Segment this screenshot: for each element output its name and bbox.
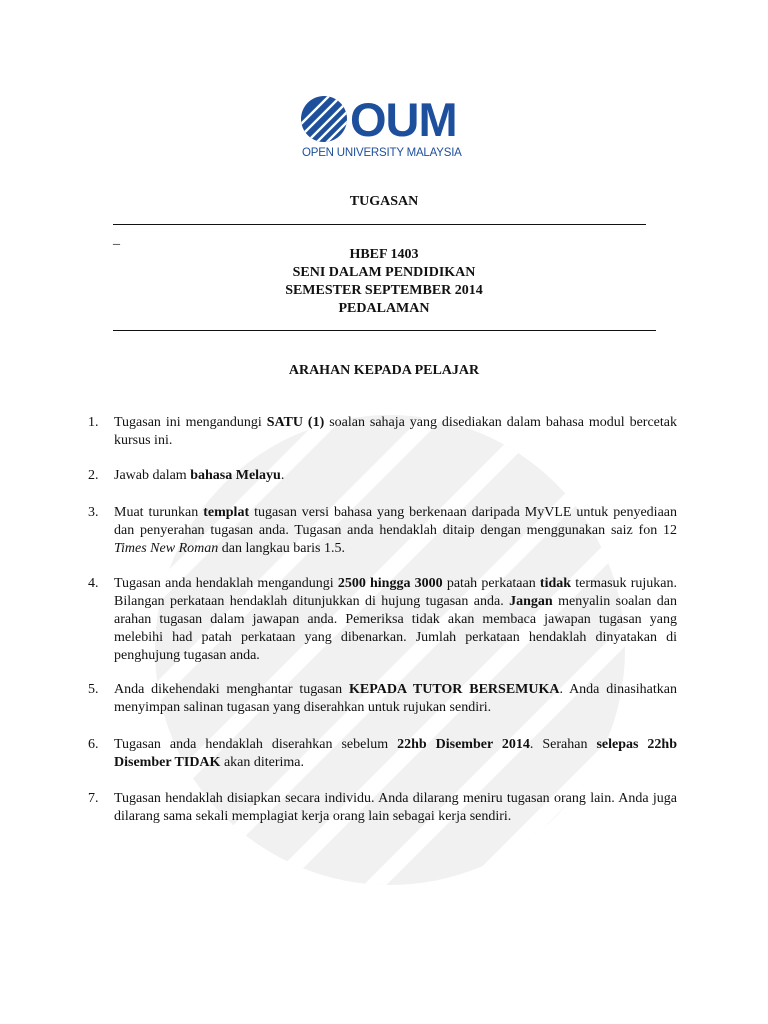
bold-text: templat [203, 505, 250, 520]
text-run: menyalin soalan dan arahan tugasan dalam jawapan anda. Pemeriksa tidak akan membaca jawapan tugasan yang melebihi had patah perkataan yang dibenarkan. Jumlah perkataan hendaklah dinyatakan di penghujung tugasan anda. [114, 594, 678, 663]
instruction-number: 5. [88, 682, 99, 697]
stray-dash: _ [113, 232, 120, 247]
text-run: . [280, 468, 285, 483]
instruction-text [114, 681, 677, 717]
bold-text: 2500 hingga 3000 [337, 576, 443, 591]
text-run: dan langkau baris 1.5. [218, 541, 345, 556]
bold-text: SATU (1) [266, 415, 325, 430]
course-code: HBEF 1403 [349, 247, 419, 262]
text-run: Tugasan ini mengandungi [114, 415, 267, 430]
text-run: tugasan versi bahasa yang berkenaan daripada MyVLE untuk penyediaan dan penyerahan tugasan anda. Tugasan anda hendaklah ditaip dengan menggunakan saiz fon 12 [114, 505, 677, 538]
instruction-text [114, 414, 677, 450]
oum-globe-icon [300, 95, 348, 143]
text-run: termasuk rujukan. Bilangan perkataan hendaklah ditunjukkan di hujung tugasan anda. [114, 576, 677, 609]
instruction-number: 1. [88, 415, 99, 430]
text-run: Jawab dalam [114, 468, 191, 483]
logo-wordmark: OUM [350, 93, 457, 146]
text-run: . Serahan [529, 737, 597, 752]
text-run: Muat turunkan [114, 505, 204, 520]
divider-bottom [113, 330, 656, 331]
text-run: akan diterima. [220, 755, 305, 770]
text-run: patah perkataan [442, 576, 540, 591]
instruction-text [114, 736, 677, 772]
course-name: SENI DALAM PENDIDIKAN [292, 265, 476, 280]
bold-text: KEPADA TUTOR BERSEMUKA [348, 682, 560, 697]
bold-text: selepas 22hb Disember TIDAK [114, 737, 677, 770]
logo-subtitle: OPEN UNIVERSITY MALAYSIA [302, 147, 462, 159]
text-run: Tugasan anda hendaklah mengandungi [114, 576, 338, 591]
text-run: Anda dikehendaki menghantar tugasan [114, 682, 349, 697]
italic-text: Times New Roman [114, 541, 219, 556]
instruction-text [114, 575, 677, 665]
instruction-number: 2. [88, 468, 99, 483]
divider-top [113, 224, 646, 225]
document-title: TUGASAN [349, 194, 419, 209]
instruction-number: 6. [88, 737, 99, 752]
instruction-text [114, 790, 677, 826]
instruction-text [114, 467, 677, 485]
text-run: . Anda dinasihatkan menyimpan salinan tugasan yang diserahkan untuk rujukan sendiri. [114, 682, 678, 715]
bold-text: bahasa Melayu [190, 468, 281, 483]
semester: SEMESTER SEPTEMBER 2014 [285, 283, 483, 298]
text-run: Tugasan hendaklah disiapkan secara individu. Anda dilarang meniru tugasan orang lain. Anda juga dilarang sama sekali memplagiat kerja orang lain sebagai kerja sendiri. [114, 791, 677, 824]
instruction-number: 3. [88, 505, 99, 520]
instruction-number: 7. [88, 791, 99, 806]
instructions-heading: ARAHAN KEPADA PELAJAR [288, 363, 480, 378]
bold-text: tidak [539, 576, 572, 591]
bold-text: 22hb Disember 2014 [397, 737, 530, 752]
instruction-text [114, 504, 677, 558]
category: PEDALAMAN [338, 301, 430, 316]
text-run: Tugasan anda hendaklah diserahkan sebelum [114, 737, 398, 752]
text-run: soalan sahaja yang disediakan dalam bahasa modul bercetak kursus ini. [114, 415, 677, 448]
bold-text: Jangan [509, 594, 553, 609]
instruction-number: 4. [88, 576, 99, 591]
oum-logo [300, 92, 470, 162]
